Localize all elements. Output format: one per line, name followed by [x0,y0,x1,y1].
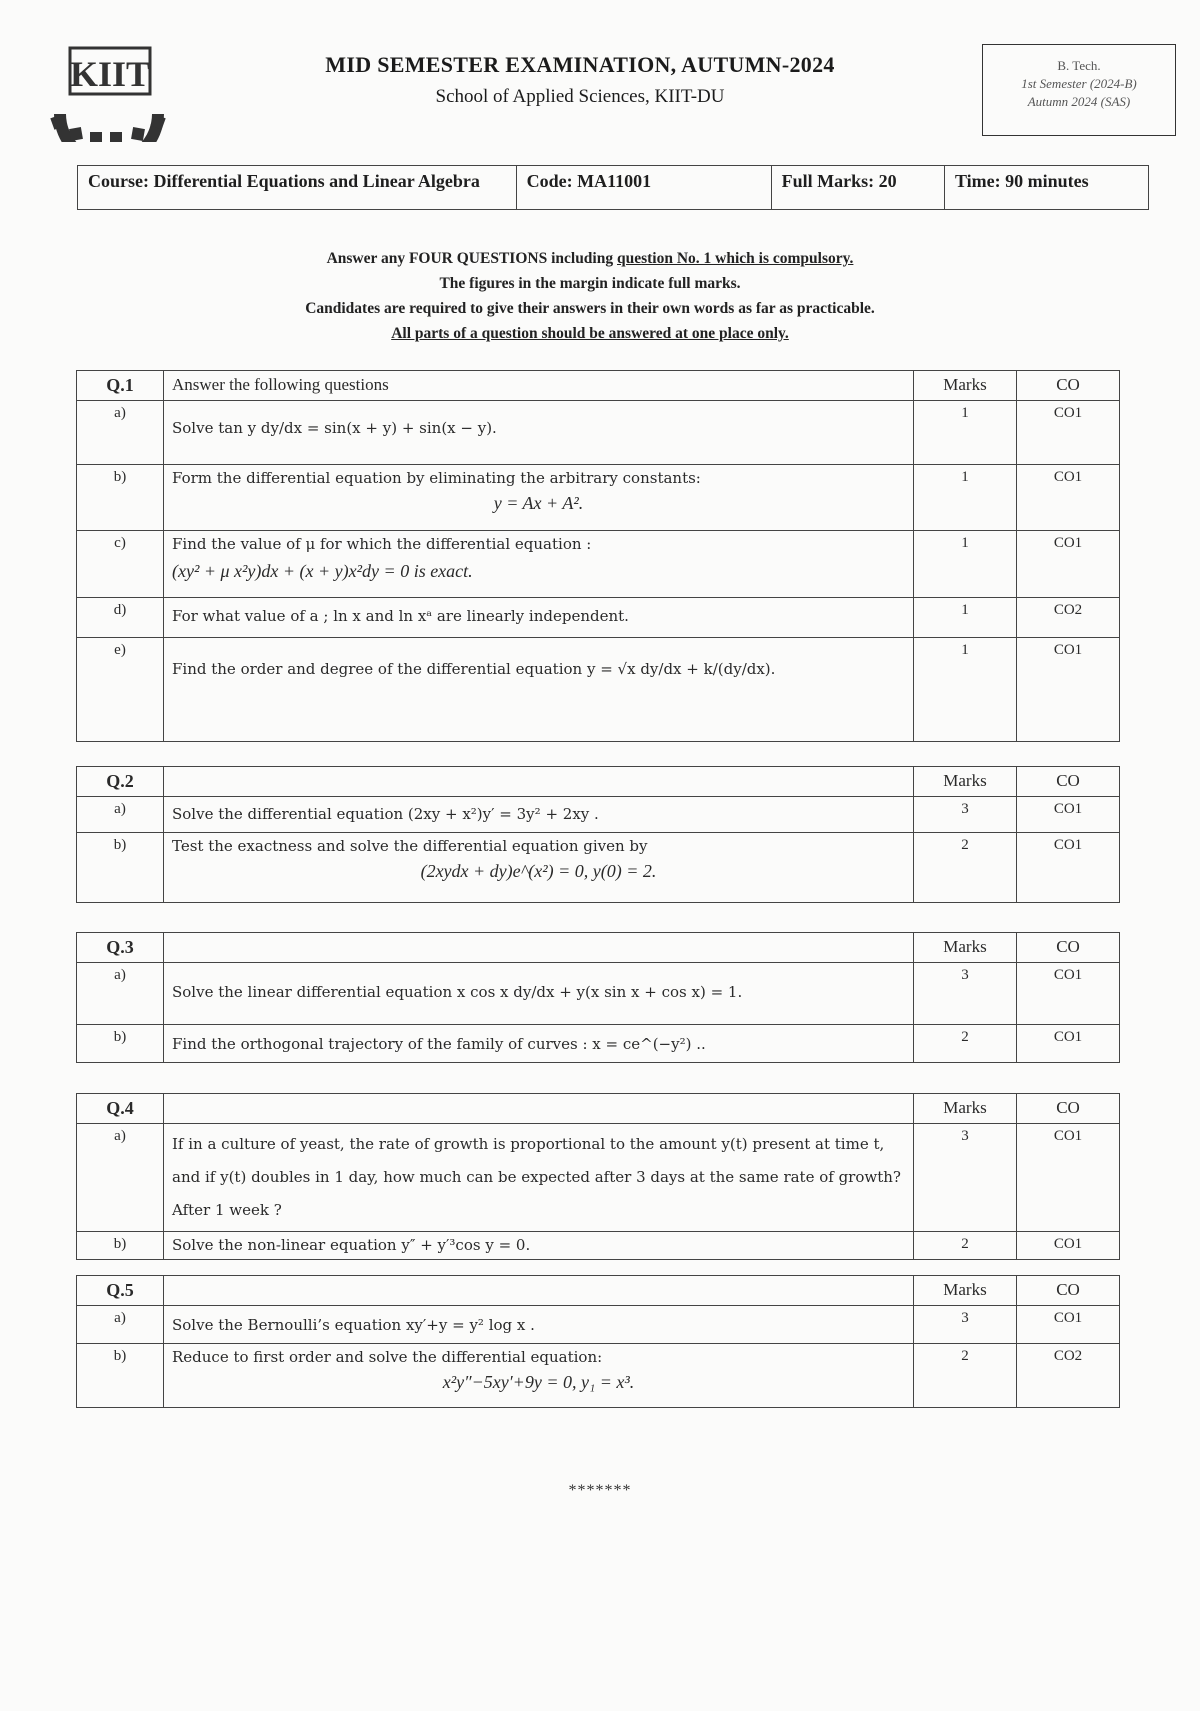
question-equation: (xy² + μ x²y)dx + (x + y)x²dy = 0 is exact. [172,561,473,581]
question-equation: x²y″−5xy′+9y = 0, y₁ = x³. [442,1372,635,1392]
part-marks: 1 [914,638,1017,742]
program-label: B. Tech. [1057,58,1101,73]
question-text: If in a culture of yeast, the rate of growth is proportional to the amount y(t) present at time t, and if y(t) doubles in 1 day, how much can be expected after 3 days at the same rate of growth? After 1 week ? [164,1124,914,1232]
part-marks: 3 [914,963,1017,1025]
part-label: b) [77,833,164,903]
semester-box [982,44,1176,136]
part-co: CO1 [1017,1306,1120,1344]
question-title: Answer the following questions [164,371,914,401]
part-label: b) [77,1025,164,1063]
part-marks: 2 [914,833,1017,903]
question-text: Test the exactness and solve the differential equation given by [172,837,648,855]
instruction-line-4: All parts of a question should be answered at one place only. [391,325,789,342]
part-marks: 3 [914,1306,1017,1344]
part-co: CO1 [1017,638,1120,742]
co-header: CO [1017,1276,1120,1306]
question-number: Q.2 [77,767,164,797]
marks-header: Marks [914,1276,1017,1306]
question-title [164,767,914,797]
co-header: CO [1017,1094,1120,1124]
part-marks: 3 [914,797,1017,833]
part-marks: 2 [914,1232,1017,1260]
part-co: CO1 [1017,465,1120,531]
part-marks: 3 [914,1124,1017,1232]
instruction-line-3: Candidates are required to give their answers in their own words as far as practicable. [305,300,875,317]
instructions [180,246,1000,346]
question-1-table [76,370,1120,742]
question-title [164,1094,914,1124]
part-co: CO2 [1017,598,1120,638]
question-text: Solve the linear differential equation x cos x dy/dx + y(x sin x + cos x) = 1. [164,963,914,1025]
part-label: b) [77,465,164,531]
part-label: a) [77,1124,164,1232]
part-co: CO2 [1017,1344,1120,1408]
marks-header: Marks [914,767,1017,797]
question-title [164,1276,914,1306]
semester-label: 1st Semester (2024-B) [1021,76,1137,91]
part-label: d) [77,598,164,638]
co-header: CO [1017,767,1120,797]
question-text: Solve tan y dy/dx = sin(x + y) + sin(x − y). [164,401,914,465]
time-allowed: Time: 90 minutes [944,166,1148,210]
part-co: CO1 [1017,1025,1120,1063]
question-equation: y = Ax + A². [493,493,584,513]
part-marks: 1 [914,598,1017,638]
question-cell [164,1344,914,1408]
part-co: CO1 [1017,797,1120,833]
part-marks: 2 [914,1344,1017,1408]
part-label: a) [77,963,164,1025]
course-name: Course: Differential Equations and Linear Algebra [78,166,517,210]
part-label: b) [77,1344,164,1408]
end-marker: ******* [568,1482,632,1499]
part-label: b) [77,1232,164,1260]
co-header: CO [1017,371,1120,401]
part-marks: 1 [914,401,1017,465]
question-text: For what value of a ; ln x and ln xᵃ are linearly independent. [164,598,914,638]
question-text: Solve the non-linear equation y″ + y′³cos y = 0. [164,1232,914,1260]
question-cell [164,531,914,598]
marks-header: Marks [914,371,1017,401]
question-text: Find the value of μ for which the differential equation : [172,535,592,553]
part-co: CO1 [1017,531,1120,598]
question-number: Q.1 [77,371,164,401]
kiit-logo [44,44,174,142]
question-4-table [76,1093,1120,1260]
instruction-line-2: The figures in the margin indicate full marks. [439,275,741,292]
marks-header: Marks [914,1094,1017,1124]
question-text: Solve the Bernoulli’s equation xy′+y = y² log x . [164,1306,914,1344]
part-label: a) [77,1306,164,1344]
question-cell [164,465,914,531]
part-co: CO1 [1017,1232,1120,1260]
question-text: Find the orthogonal trajectory of the family of curves : x = ce^(−y²) .. [164,1025,914,1063]
question-title [164,933,914,963]
question-number: Q.3 [77,933,164,963]
question-2-table [76,766,1120,903]
question-number: Q.4 [77,1094,164,1124]
part-co: CO1 [1017,963,1120,1025]
question-equation: (2xydx + dy)e^(x²) = 0, y(0) = 2. [420,861,657,881]
question-text: Find the order and degree of the differential equation y = √x dy/dx + k/(dy/dx). [164,638,914,742]
instruction-line-1: Answer any FOUR QUESTIONS including question No. 1 which is compulsory. [326,250,854,267]
logo-text: KIIT [69,54,151,94]
exam-subtitle: School of Applied Sciences, KIIT-DU [435,86,725,107]
part-marks: 1 [914,465,1017,531]
marks-header: Marks [914,933,1017,963]
question-5-table [76,1275,1120,1408]
part-co: CO1 [1017,833,1120,903]
course-code: Code: MA11001 [516,166,771,210]
session-label: Autumn 2024 (SAS) [1027,94,1131,109]
part-marks: 1 [914,531,1017,598]
question-text: Reduce to first order and solve the differential equation: [172,1348,603,1366]
question-text: Solve the differential equation (2xy + x²)y′ = 3y² + 2xy . [164,797,914,833]
part-co: CO1 [1017,1124,1120,1232]
course-info-table [77,165,1149,210]
part-marks: 2 [914,1025,1017,1063]
question-text: Form the differential equation by eliminating the arbitrary constants: [172,469,701,487]
part-co: CO1 [1017,401,1120,465]
part-label: c) [77,531,164,598]
question-cell [164,833,914,903]
part-label: a) [77,401,164,465]
part-label: a) [77,797,164,833]
co-header: CO [1017,933,1120,963]
question-number: Q.5 [77,1276,164,1306]
exam-title: MID SEMESTER EXAMINATION, AUTUMN-2024 [325,52,835,77]
full-marks: Full Marks: 20 [771,166,944,210]
question-3-table [76,932,1120,1063]
part-label: e) [77,638,164,742]
